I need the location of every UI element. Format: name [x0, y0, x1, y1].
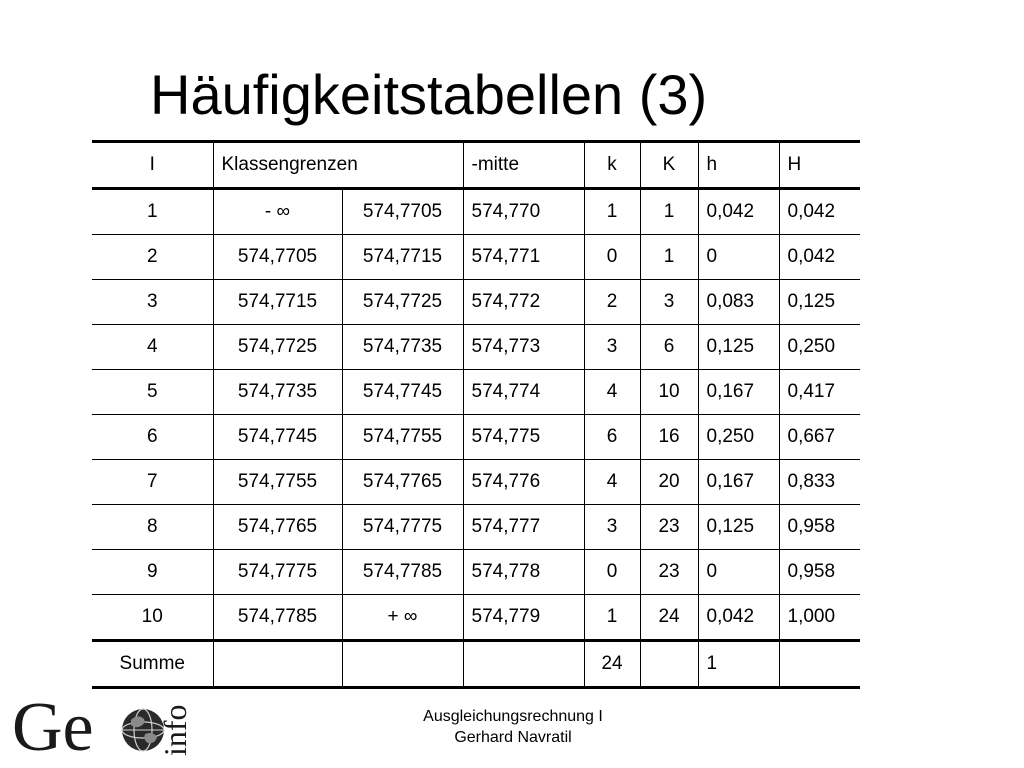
table-cell: 10	[92, 595, 213, 641]
table-cell: 574,7705	[342, 189, 463, 235]
footer-course: Ausgleichungsrechnung I	[423, 708, 603, 725]
table-cell: 574,7715	[213, 280, 342, 325]
table-cell: 2	[584, 280, 640, 325]
table-row	[92, 550, 860, 595]
table-cell: 574,775	[463, 415, 584, 460]
table-cell: 8	[92, 505, 213, 550]
logo-geo-text: Ge	[12, 689, 94, 766]
table-cell: 0,125	[779, 280, 860, 325]
table-cell	[463, 641, 584, 688]
table-cell: 574,772	[463, 280, 584, 325]
table-cell: 574,776	[463, 460, 584, 505]
table-cell: 0	[584, 550, 640, 595]
table-cell	[640, 641, 698, 688]
table-cell: 0	[698, 235, 779, 280]
table-cell: 574,7765	[342, 460, 463, 505]
table-cell: 574,7775	[213, 550, 342, 595]
table-cell: 9	[92, 550, 213, 595]
geoinfo-logo	[10, 684, 193, 766]
table-cell: 2	[92, 235, 213, 280]
table-cell: 24	[584, 641, 640, 688]
table-cell: 10	[640, 370, 698, 415]
table-cell: 574,7745	[213, 415, 342, 460]
table-row	[92, 415, 860, 460]
table-cell: 574,7775	[342, 505, 463, 550]
table-cell: 0,250	[779, 325, 860, 370]
table-cell: 0,042	[779, 189, 860, 235]
table-cell: 20	[640, 460, 698, 505]
table-cell: 574,7755	[342, 415, 463, 460]
table-cell: 1	[640, 235, 698, 280]
table-cell: 0,417	[779, 370, 860, 415]
table-cell: 574,7765	[213, 505, 342, 550]
table-cell: 0,958	[779, 550, 860, 595]
table-cell: + ∞	[342, 595, 463, 641]
frequency-table	[92, 140, 860, 689]
table-cell: 3	[640, 280, 698, 325]
table-cell: 1	[698, 641, 779, 688]
table-cell: 3	[92, 280, 213, 325]
table-cell: h	[698, 142, 779, 189]
table-cell: 574,7745	[342, 370, 463, 415]
table-cell: 1,000	[779, 595, 860, 641]
logo-info-text: info	[157, 704, 193, 756]
footer-author: Gerhard Navratil	[454, 729, 572, 746]
table-cell: 23	[640, 505, 698, 550]
table-cell: 0,833	[779, 460, 860, 505]
table-cell: 574,7725	[342, 280, 463, 325]
table-cell: H	[779, 142, 860, 189]
table-cell: - ∞	[213, 189, 342, 235]
table-cell: 7	[92, 460, 213, 505]
table-cell: k	[584, 142, 640, 189]
table-cell: 0,083	[698, 280, 779, 325]
table-summary-row	[92, 641, 860, 688]
table-cell: 574,774	[463, 370, 584, 415]
table-cell: Summe	[92, 641, 213, 688]
table-cell: 0	[584, 235, 640, 280]
table-cell: 1	[92, 189, 213, 235]
table-cell: 5	[92, 370, 213, 415]
table-cell: 1	[640, 189, 698, 235]
table-cell: 574,7735	[342, 325, 463, 370]
table-cell: 574,7755	[213, 460, 342, 505]
table-cell: 0,042	[779, 235, 860, 280]
table-cell: 24	[640, 595, 698, 641]
table-row	[92, 505, 860, 550]
table-cell: 574,778	[463, 550, 584, 595]
slide-footer	[380, 706, 646, 748]
table-row	[92, 235, 860, 280]
table-cell: 574,7785	[342, 550, 463, 595]
table-cell: 574,7715	[342, 235, 463, 280]
table-cell	[779, 641, 860, 688]
table-cell: 16	[640, 415, 698, 460]
table-cell: 0,167	[698, 370, 779, 415]
table-cell: Klassengrenzen	[213, 142, 463, 189]
table-row	[92, 460, 860, 505]
table-cell: 574,7705	[213, 235, 342, 280]
table-cell: -mitte	[463, 142, 584, 189]
table-cell: 6	[584, 415, 640, 460]
table-cell: 0,958	[779, 505, 860, 550]
table-cell: 574,777	[463, 505, 584, 550]
table-cell: 4	[584, 370, 640, 415]
table-cell: 574,7725	[213, 325, 342, 370]
table-cell: 0,125	[698, 505, 779, 550]
table-cell: 3	[584, 505, 640, 550]
table-row	[92, 280, 860, 325]
table-cell: I	[92, 142, 213, 189]
table-cell: 574,770	[463, 189, 584, 235]
table-cell: 0,167	[698, 460, 779, 505]
table-cell: 574,779	[463, 595, 584, 641]
table-cell: 0,250	[698, 415, 779, 460]
table-cell: 0,667	[779, 415, 860, 460]
table-cell: 3	[584, 325, 640, 370]
table-row	[92, 595, 860, 641]
table-cell: 0	[698, 550, 779, 595]
table-cell: 1	[584, 189, 640, 235]
table-cell: 23	[640, 550, 698, 595]
table-cell: 574,771	[463, 235, 584, 280]
table-cell: 0,042	[698, 189, 779, 235]
table-cell: 574,7785	[213, 595, 342, 641]
table-cell: 6	[640, 325, 698, 370]
table-cell: 1	[584, 595, 640, 641]
table-cell: 574,773	[463, 325, 584, 370]
table-cell	[213, 641, 342, 688]
table-cell: K	[640, 142, 698, 189]
table-row	[92, 370, 860, 415]
table-cell: 4	[92, 325, 213, 370]
table-row	[92, 189, 860, 235]
table-cell	[342, 641, 463, 688]
table-cell: 6	[92, 415, 213, 460]
table-cell: 574,7735	[213, 370, 342, 415]
table-header-row	[92, 142, 860, 189]
table-cell: 0,042	[698, 595, 779, 641]
table-row	[92, 325, 860, 370]
table-cell: 0,125	[698, 325, 779, 370]
slide-title: Häufigkeitstabellen (3)	[150, 63, 708, 126]
table-cell: 4	[584, 460, 640, 505]
